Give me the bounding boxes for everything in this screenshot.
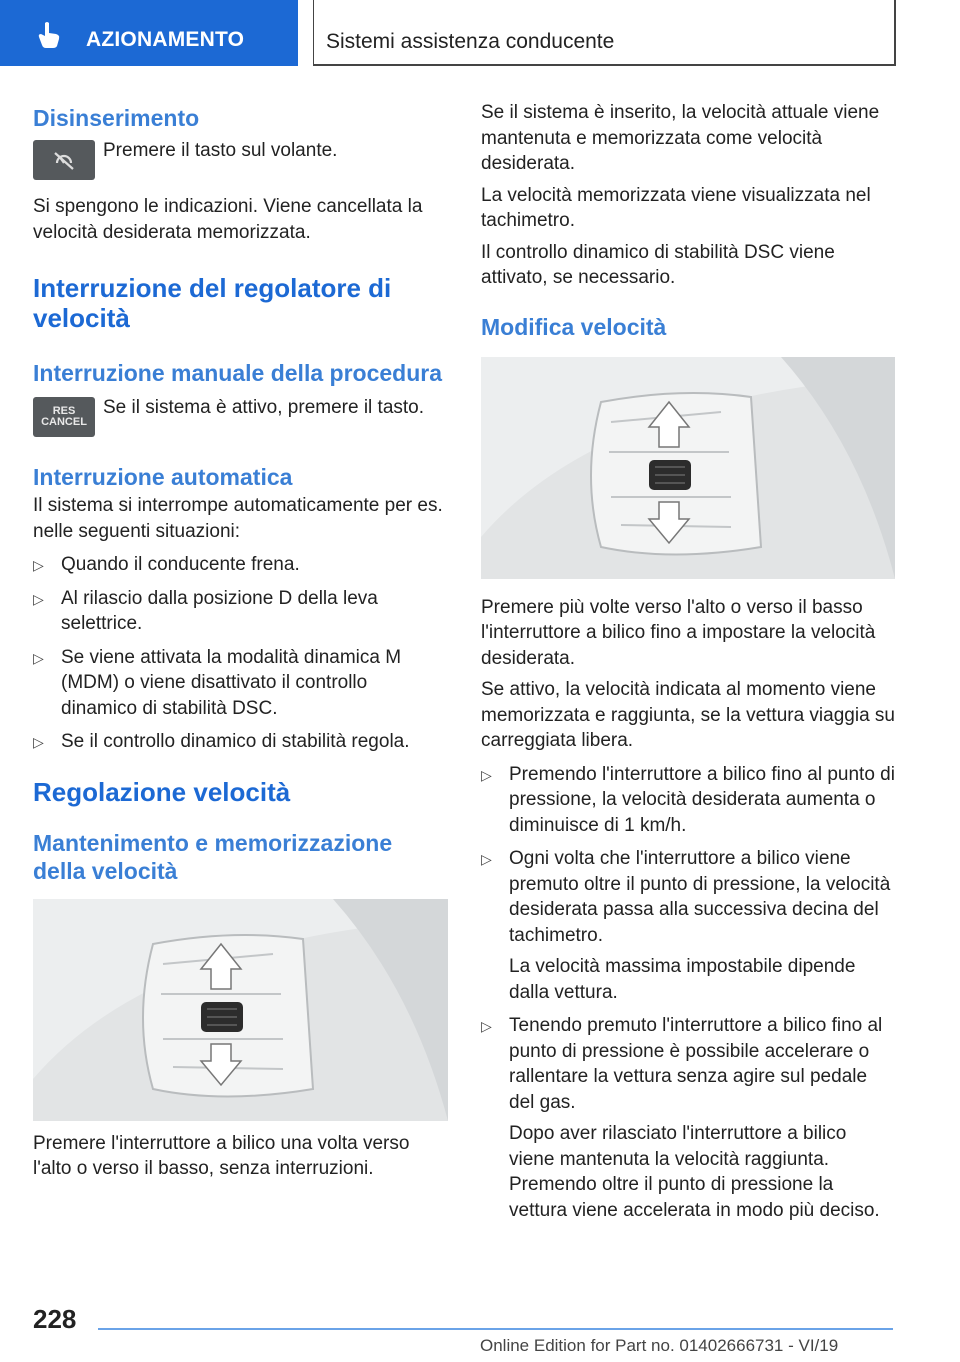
steering-wheel-image — [33, 899, 448, 1121]
list-item: ▷ Se viene attivata la modalità dinamica M (MDM) o viene disattivato il controllo dinamico di stabilità DSC. — [33, 646, 402, 719]
rocker-switch-illustration-2 — [481, 357, 895, 579]
section-header — [313, 0, 896, 66]
list-item: ▷ Premendo l'interruttore a bilico fino al punto di pressione, la velocità desiderata aumenta o diminuisce di 1 km/h. — [481, 763, 895, 836]
modifica-list — [481, 762, 896, 1224]
triangle-bullet-icon: ▷ — [33, 557, 44, 573]
chapter-tab — [0, 0, 298, 66]
triangle-bullet-icon: ▷ — [33, 590, 44, 607]
steering-wheel-image-2 — [481, 357, 895, 579]
heading-disinserimento: Disinserimento — [33, 105, 200, 131]
manual-text: Se il sistema è attivo, premere il tasto. — [103, 397, 425, 418]
disins-paragraph: Si spengono le indicazioni. Viene cancellata la velocità desiderata memorizzata. — [33, 196, 423, 243]
res-cancel-key — [33, 397, 95, 437]
right-paragraph-2: La velocità memorizzata viene visualizzata nel tachimetro. — [481, 184, 871, 231]
cruise-control-key — [33, 140, 95, 180]
list-item: ▷ Ogni volta che l'interruttore a bilico viene premuto oltre il punto di pressione, la velocità desiderata passa alla successiva decina del tachimetro. La velocità massima impostabile dipende dalla vettura. — [481, 848, 891, 1003]
list-item: ▷ Al rilascio dalla posizione D della leva selettrice. — [33, 587, 378, 634]
disins-text: Premere il tasto sul volante. — [103, 140, 338, 161]
heading-modifica: Modifica velocità — [481, 313, 667, 340]
left-column — [33, 100, 448, 1182]
res-cancel-key-label: RES CANCEL — [41, 405, 87, 428]
heading-interruzione: Interruzione del regolatore di velocità — [33, 273, 392, 333]
right-column — [481, 100, 896, 1231]
heading-regolazione: Regolazione velocità — [33, 776, 291, 807]
disins-row — [33, 138, 448, 180]
manten-text: Premere l'interruttore a bilico una volta verso l'alto o verso il basso, senza interruzioni. — [33, 1132, 410, 1179]
auto-text: Il sistema si interrompe automaticamente per es. nelle seguenti situazioni: — [33, 495, 443, 542]
triangle-bullet-icon: ▷ — [481, 766, 492, 783]
heading-mantenimento: Mantenimento e memorizzazione della velocità — [33, 829, 393, 884]
triangle-bullet-icon: ▷ — [33, 734, 44, 750]
heading-manuale: Interruzione manuale della procedura — [33, 360, 442, 386]
hand-pointer-icon — [36, 21, 62, 49]
rocker-switch-illustration — [33, 899, 448, 1121]
triangle-bullet-icon: ▷ — [481, 1018, 492, 1034]
cruise-control-icon — [51, 149, 77, 171]
triangle-bullet-icon: ▷ — [481, 851, 492, 867]
page-number: 228 — [33, 1304, 77, 1334]
section-title: Sistemi assistenza conducente — [326, 30, 615, 53]
manual-row — [33, 395, 448, 437]
heading-automatica: Interruzione automatica — [33, 464, 293, 490]
right-paragraph-5: Se attivo, la velocità indicata al momento viene memorizzata e raggiunta, se la vettura viaggia su carreggiata libera. — [481, 679, 895, 751]
list-item: ▷ Se il controllo dinamico di stabilità regola. — [33, 729, 448, 755]
right-paragraph-4: Premere più volte verso l'alto o verso il basso l'interruttore a bilico fino a impostare la velocità desiderata. — [481, 596, 876, 669]
chapter-title: AZIONAMENTO — [86, 28, 245, 51]
list-item: ▷ Tenendo premuto l'interruttore a bilico fino al punto di pressione è possibile accelerare o rallentare la vettura senza agire sul pedale del gas. Dopo aver rilasciato l'interruttore a bilico viene mantenuta la velocità raggiunta. Premendo oltre il punto di pressione la vettura viene accelerata in modo più deciso. — [481, 1015, 883, 1221]
footer-edition: Online Edition for Part no. 01402666731 - VI/19 — [480, 1336, 839, 1355]
right-paragraph-3: Il controllo dinamico di stabilità DSC viene attivato, se necessario. — [481, 241, 835, 288]
footer-divider — [98, 1328, 893, 1330]
auto-list — [33, 552, 448, 755]
triangle-bullet-icon: ▷ — [33, 649, 44, 666]
right-paragraph-1: Se il sistema è inserito, la velocità attuale viene mantenuta e memorizzata come velocità desiderata. — [481, 102, 880, 174]
list-item: ▷ Quando il conducente frena. — [33, 552, 448, 578]
